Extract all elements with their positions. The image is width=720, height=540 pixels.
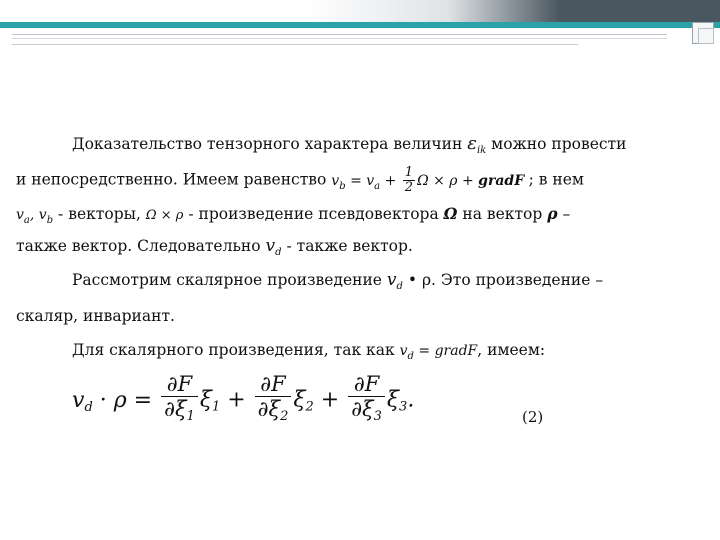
- vd-math: $v_d$: [265, 236, 282, 258]
- text: Для скалярного произведения, так как: [72, 341, 395, 359]
- paragraph-line: [72, 340, 545, 367]
- text: - векторы,: [58, 205, 141, 223]
- text: Рассмотрим скалярное произведение: [72, 271, 382, 289]
- text: –: [562, 205, 571, 223]
- partial-fraction: $\frac{\partial F}{\partial\xi_2}$: [255, 372, 292, 429]
- text: ; в нем: [528, 170, 584, 189]
- corner-ornament: [692, 22, 720, 50]
- equation-2: $v_d \cdot \rho$ = $\frac{\partial F}{\partial\xi_1}$ $\xi_1$ + $\frac{\partial F}{\partial\xi_2}$ $\xi_2$ + $\frac{\partial F}{\partial\xi_3}$ $\xi_3$.: [72, 372, 414, 442]
- header-rule: [12, 38, 667, 39]
- text: • ρ. Это произведение –: [407, 271, 604, 289]
- vd-math: $v_d$: [386, 270, 403, 292]
- text: - также вектор.: [286, 237, 413, 255]
- partial-fraction: $\frac{\partial F}{\partial\xi_1}$: [161, 372, 198, 429]
- omega-rho-math: Ω × ρ: [145, 208, 184, 223]
- text: на вектор: [462, 205, 543, 223]
- paragraph-line: [72, 270, 603, 297]
- header-rule: [12, 34, 667, 35]
- paragraph-line: [16, 204, 570, 231]
- partial-fraction: $\frac{\partial F}{\partial\xi_3}$: [348, 372, 385, 429]
- text: можно провести: [491, 135, 627, 153]
- text: также вектор. Следовательно: [16, 237, 261, 255]
- paragraph-line: [16, 166, 584, 197]
- text: , имеем:: [477, 341, 546, 359]
- paragraph-line: [72, 134, 626, 161]
- paragraph-line: [16, 236, 413, 263]
- text: скаляр, инвариант.: [16, 307, 175, 325]
- paragraph-line: [16, 306, 175, 326]
- equation-lhs: $v_d \cdot \rho$ =: [72, 387, 153, 415]
- header-gradient: [0, 0, 560, 22]
- slide-header-band: [0, 0, 720, 22]
- vd-grad-math: $v_d$ = gradF: [399, 343, 478, 362]
- epsilon-math: $\varepsilon_{ik}$: [467, 133, 487, 156]
- equality-math: $v_b = v_a$ + $\frac{1}{2}$ Ω × ρ + gradF: [331, 165, 525, 195]
- rho-symbol: ρ: [547, 204, 558, 223]
- text: и непосредственно. Имеем равенство: [16, 170, 327, 189]
- equation-number: (2): [522, 408, 544, 426]
- text: - произведение псевдовектора: [188, 205, 439, 223]
- fraction-half: $\frac{1}{2}$: [404, 165, 414, 195]
- text: Доказательство тензорного характера величин: [72, 135, 463, 153]
- va-vb-math: $v_a$, $v_b$: [16, 207, 54, 226]
- omega-symbol: Ω: [443, 204, 458, 223]
- header-rule: [12, 44, 578, 45]
- accent-bar: [0, 22, 720, 28]
- corner-square-inner: [698, 28, 714, 44]
